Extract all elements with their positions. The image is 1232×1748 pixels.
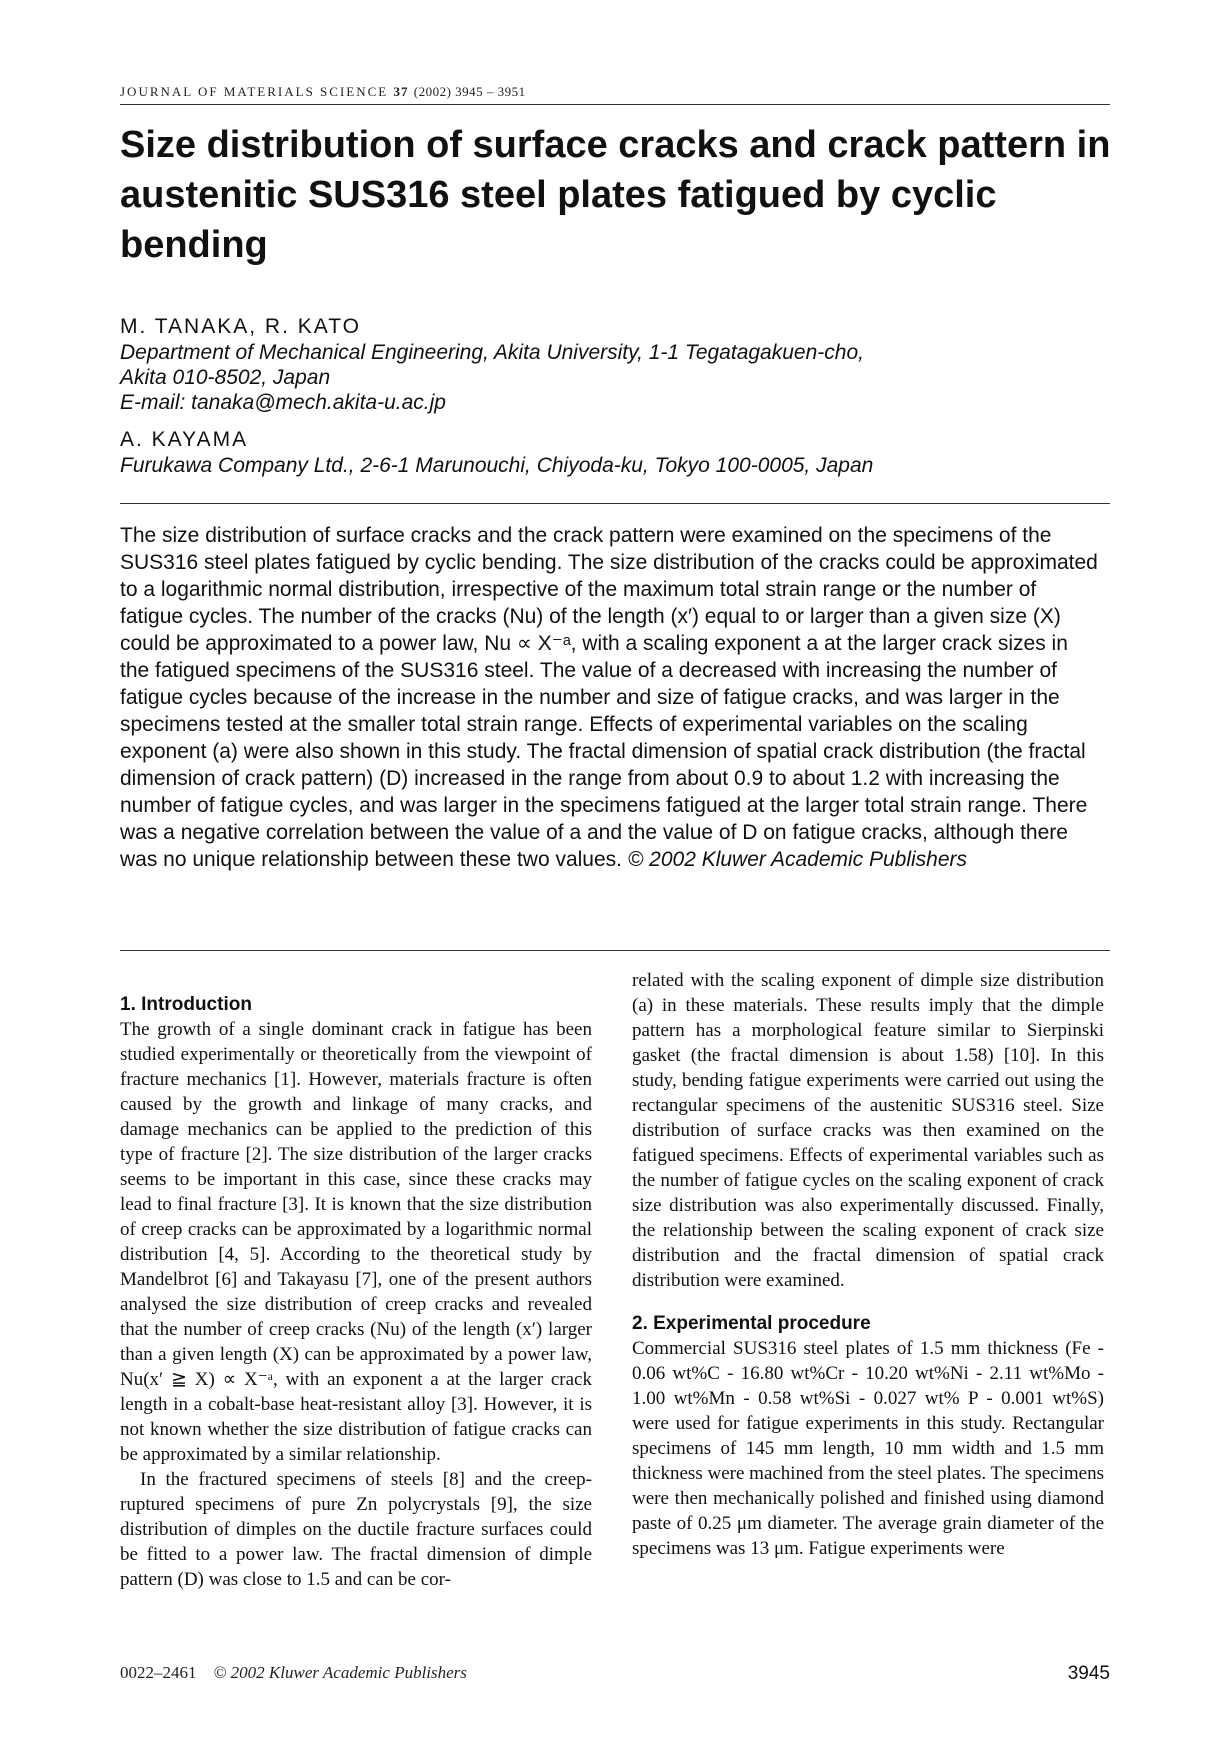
- page-number: 3945: [1067, 1663, 1110, 1684]
- abstract-divider: [120, 950, 1110, 951]
- paper-title: Size distribution of surface cracks and crack pattern in austenitic SUS316 steel plates fatigued by cyclic bending: [120, 124, 1111, 266]
- body-paragraph: Commercial SUS316 steel plates of 1.5 mm thickness (Fe - 0.06 wt%C - 16.80 wt%Cr - 10.20 wt%Ni - 2.11 wt%Mo - 1.00 wt%Mn - 0.58 wt%Si - 0.027 wt% P - 0.001 wt%S) were used for fatigue experiments in this study. Rectangular specimens of 145 mm length, 10 mm width and 1.5 mm thickness were machined from the steel plates. The specimens were then mechanically polished and finished using diamond paste of 0.25 μm diameter. The average grain diameter of the specimens was 13 μm. Fatigue experiments were: [632, 1338, 1104, 1559]
- abstract-paragraph: [120, 522, 1110, 873]
- section-heading-introduction: 1. Introduction: [120, 994, 252, 1015]
- affiliation-line: Akita 010-8502, Japan: [120, 366, 331, 389]
- journal-header: [120, 84, 1110, 105]
- issn: 0022–2461: [120, 1663, 197, 1682]
- email-line: E-mail: tanaka@mech.akita-u.ac.jp: [120, 391, 446, 414]
- body-paragraph: related with the scaling exponent of dimple size distribution (a) in these materials. These results imply that the dimple pattern has a morphological feature similar to Sierpinski gasket (the fractal dimension is about 1.58) [10]. In this study, bending fatigue experiments were carried out using the rectangular specimens of the austenitic SUS316 steel. Size distribution of surface cracks was then examined on the fatigued specimens. Effects of experimental variables such as the number of fatigue cycles on the scaling exponent of crack size distribution was also experimentally discussed. Finally, the relationship between the scaling exponent of crack size distribution and the fractal dimension of spatial crack distribution were examined.: [632, 970, 1104, 1291]
- author-names: M. TANAKA, R. KATO: [120, 315, 361, 338]
- section-heading-experimental: 2. Experimental procedure: [632, 1313, 871, 1334]
- abstract-text: The size distribution of surface cracks and the crack pattern were examined on the specimens of the SUS316 steel plates fatigued by cyclic bending. The size distribution of the cracks could be approximated to a logarithmic normal distribution, irrespective of the maximum total strain range or the number of fatigue cycles. The number of the cracks (Nu) of the length (x′) equal to or larger than a given size (X) could be approximated to a power law, Nu ∝ X⁻ᵃ, with a scaling exponent a at the larger crack sizes in the fatigued specimens of the SUS316 steel. The value of a decreased with increasing the number of fatigue cycles because of the increase in the number and size of fatigue cracks, and was larger in the specimens tested at the smaller total strain range. Effects of experimental variables on the scaling exponent (a) were also shown in this study. The fractal dimension of spatial crack distribution (the fractal dimension of crack pattern) (D) increased in the range from about 0.9 to about 1.2 with increasing the number of fatigue cycles, and was larger in the specimens fatigued at the larger total strain range. There was a negative correlation between the value of a and the value of D on fatigue cracks, although there was no unique relationship between these two values.: [120, 524, 1098, 871]
- affiliation-line: Furukawa Company Ltd., 2-6-1 Marunouchi, Chiyoda-ku, Tokyo 100-0005, Japan: [120, 454, 874, 477]
- author-block-2: [120, 427, 1120, 478]
- column-right: [632, 968, 1104, 1561]
- journal-volume: 37: [393, 84, 409, 99]
- abstract: [120, 503, 1110, 873]
- author-names: A. KAYAMA: [120, 428, 249, 451]
- column-left: [120, 992, 592, 1592]
- journal-name: JOURNAL OF MATERIALS SCIENCE: [120, 84, 389, 99]
- body-paragraph: The growth of a single dominant crack in fatigue has been studied experimentally or theoretically from the viewpoint of fracture mechanics [1]. However, materials fracture is often caused by the growth and linkage of many cracks, and damage mechanics can be applied to the prediction of this type of fracture [2]. The size distribution of the larger cracks seems to be important in this case, since these cracks may lead to final fracture [3]. It is known that the size distribution of creep cracks can be approximated by a logarithmic normal distribution [4, 5]. According to the theoretical study by Mandelbrot [6] and Takayasu [7], one of the present authors analysed the size distribution of creep cracks and revealed that the number of creep cracks (Nu) of the length (x′) larger than a given length (X) can be approximated by a power law, Nu(x′ ≧ X) ∝ X⁻ᵃ, with an exponent a at the larger crack length in a cobalt-base heat-resistant alloy [3]. However, it is not known whether the size distribution of fatigue cracks can be approximated by a similar relationship.: [120, 1019, 592, 1465]
- affiliation-line: Department of Mechanical Engineering, Akita University, 1-1 Tegatagakuen-cho,: [120, 341, 864, 364]
- author-list: [120, 314, 1120, 478]
- footer-publisher: © 2002 Kluwer Academic Publishers: [213, 1663, 467, 1682]
- body-paragraph: In the fractured specimens of steels [8] and the creep-ruptured specimens of pure Zn polycrystals [9], the size distribution of dimples on the ductile fracture surfaces could be fitted to a power law. The fractal dimension of dimple pattern (D) was close to 1.5 and can be cor-: [120, 1469, 592, 1590]
- journal-year-pages: (2002) 3945 – 3951: [413, 84, 526, 99]
- author-block-1: [120, 314, 1120, 415]
- abstract-copyright: © 2002 Kluwer Academic Publishers: [627, 848, 968, 871]
- footer-issn-publisher: [120, 1663, 467, 1683]
- page-footer: [120, 1663, 1110, 1687]
